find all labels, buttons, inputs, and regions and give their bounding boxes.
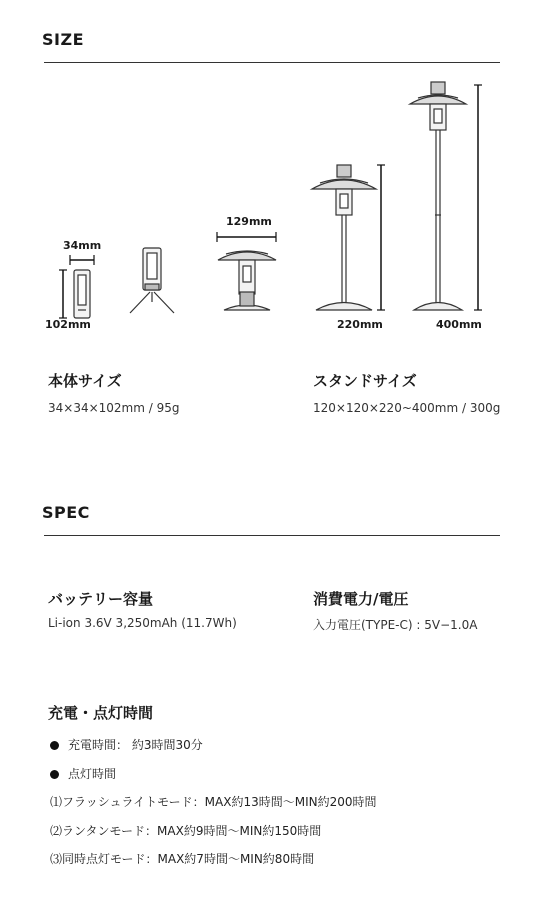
body-width-dim: 34mm bbox=[63, 239, 102, 252]
mode-item: ⑶同時点灯モード：MAX約7時間〜MIN約80時間 bbox=[50, 852, 315, 866]
lantern-short-stand-icon bbox=[312, 165, 385, 310]
mode-item: ⑴フラッシュライトモード：MAX約13時間〜MIN約200時間 bbox=[50, 795, 377, 809]
product-size-illustration bbox=[0, 70, 545, 340]
power-value: 入力電圧(TYPE-C) : 5V−1.0A bbox=[313, 618, 478, 632]
spec-section-title: SPEC bbox=[42, 503, 90, 522]
lantern-shade-icon bbox=[217, 232, 276, 310]
stand-tall-dim: 400mm bbox=[436, 318, 482, 331]
body-size-label: 本体サイズ bbox=[48, 372, 122, 390]
stand-size-label: スタンドサイズ bbox=[313, 372, 417, 390]
bullet-item bbox=[50, 765, 116, 782]
lantern-tripod-icon bbox=[130, 248, 174, 313]
bullet-dot-icon bbox=[50, 741, 59, 750]
battery-label: バッテリー容量 bbox=[48, 590, 154, 608]
shade-width-dim: 129mm bbox=[226, 215, 272, 228]
charge-light-time-title: 充電・点灯時間 bbox=[48, 704, 154, 722]
mode-item: ⑵ランタンモード：MAX約9時間〜MIN約150時間 bbox=[50, 824, 322, 838]
spec-divider bbox=[44, 535, 500, 536]
bullet-item bbox=[50, 736, 203, 753]
battery-value: Li-ion 3.6V 3,250mAh (11.7Wh) bbox=[48, 616, 237, 630]
stand-size-value: 120×120×220~400mm / 300g bbox=[313, 401, 501, 415]
lantern-tall-stand-icon bbox=[410, 82, 482, 310]
bullet-text: 充電時間： 約3時間30分 bbox=[68, 738, 203, 752]
power-label: 消費電力/電圧 bbox=[313, 590, 409, 608]
lantern-body-icon bbox=[59, 255, 94, 318]
stand-short-dim: 220mm bbox=[337, 318, 383, 331]
body-size-value: 34×34×102mm / 95g bbox=[48, 401, 180, 415]
size-divider bbox=[44, 62, 500, 63]
body-height-dim: 102mm bbox=[45, 318, 91, 331]
bullet-text: 点灯時間 bbox=[68, 767, 117, 781]
size-section-title: SIZE bbox=[42, 30, 85, 49]
bullet-dot-icon bbox=[50, 770, 59, 779]
